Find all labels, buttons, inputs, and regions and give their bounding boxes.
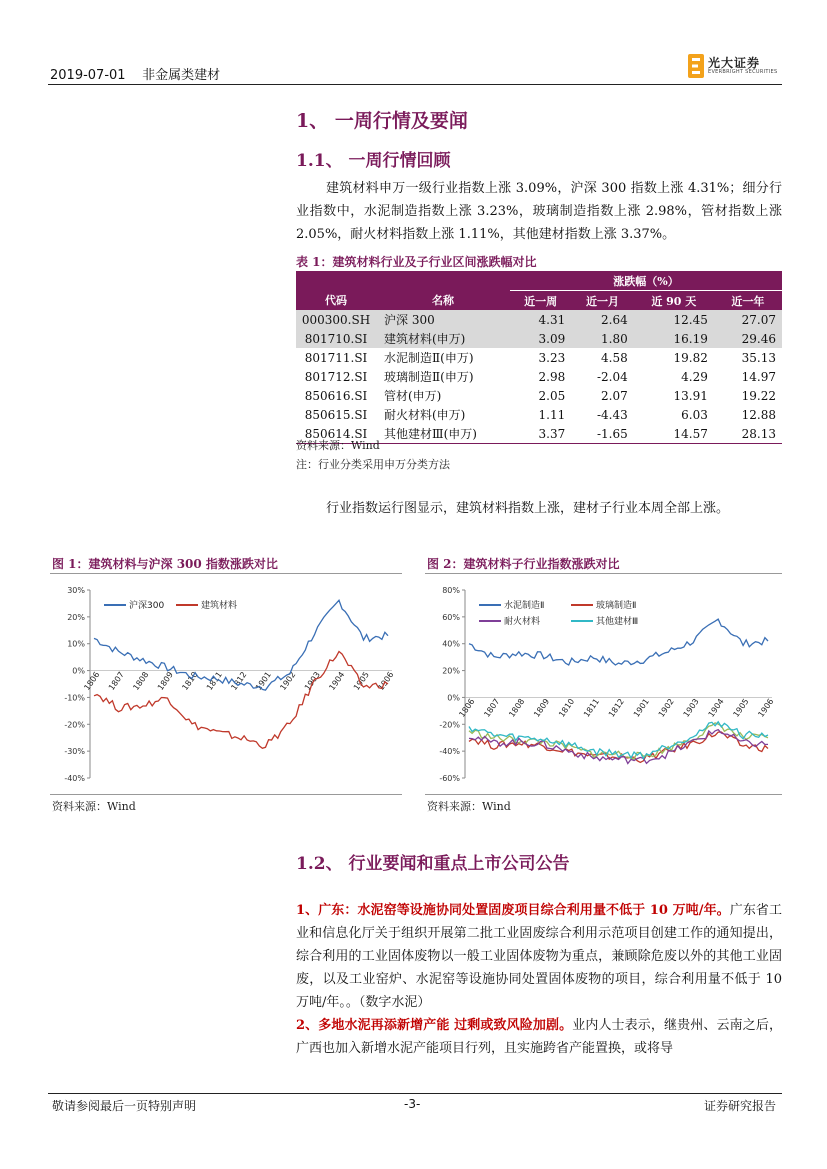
y-tick-label: 10% xyxy=(67,639,85,649)
sector-performance-table xyxy=(296,271,782,444)
legend-label: 沪深300 xyxy=(129,601,165,611)
footer-page-number: -3- xyxy=(404,1097,421,1111)
y-tick-label: -20% xyxy=(439,720,460,730)
fig2-line-chart xyxy=(425,580,782,792)
news-item-2 xyxy=(296,1014,782,1060)
header-date: 2019-07-01 xyxy=(50,68,126,83)
y-tick-label: -10% xyxy=(64,693,85,703)
x-tick-label: 1901 xyxy=(631,697,651,719)
y-tick-label: 80% xyxy=(442,586,460,595)
x-tick-label: 1806 xyxy=(82,670,102,693)
market-review-paragraph: 建筑材料申万一级行业指数上涨 3.09%，沪深 300 指数上涨 4.31%；细分行业指数中，水泥制造指数上涨 3.23%，玻璃制造指数上涨 2.98%，管材指数上涨 2.05%，耐火材料指数上涨 1.11%，其他建材指数上涨 3.37%。 xyxy=(296,181,782,242)
legend-label: 水泥制造Ⅱ xyxy=(504,601,545,611)
table-note: 注：行业分类采用申万分类方法 xyxy=(296,458,450,471)
logo-icon xyxy=(688,54,704,78)
x-tick-label: 1806 xyxy=(457,697,477,719)
table-row: 801710.SI 建筑材料(申万) 3.09 1.80 16.19 29.46 xyxy=(296,329,782,348)
x-tick-label: 1811 xyxy=(204,670,224,693)
table-caption: 表 1：建筑材料行业及子行业区间涨跌幅对比 xyxy=(296,255,537,269)
section-title: 1、 一周行情及要闻 xyxy=(296,110,468,132)
logo-text-en: EVERBRIGHT SECURITIES xyxy=(708,69,778,75)
x-tick-label: 1905 xyxy=(351,670,371,693)
table-row: 850615.SI 耐火材料(申万) 1.11 -4.43 6.03 12.88 xyxy=(304,407,776,422)
fig1-top-rule xyxy=(50,573,402,574)
legend-label: 建筑材料 xyxy=(201,601,238,611)
legend-label: 其他建材Ⅲ xyxy=(596,617,639,627)
x-tick-label: 1810 xyxy=(557,697,577,719)
table-source: 资料来源：Wind xyxy=(296,439,380,452)
y-tick-label: 0% xyxy=(72,666,85,676)
x-tick-label: 1905 xyxy=(731,697,751,719)
y-tick-label: -20% xyxy=(64,720,85,730)
footer-report-type: 证券研究报告 xyxy=(704,1099,777,1113)
table-row: 850614.SI 其他建材Ⅲ(申万) 3.37 -1.65 14.57 28.13 xyxy=(296,424,782,444)
x-tick-label: 1903 xyxy=(302,670,322,693)
y-tick-label: -40% xyxy=(64,774,85,783)
y-tick-label: 20% xyxy=(67,612,85,622)
fig1-caption: 图 1：建筑材料与沪深 300 指数涨跌对比 xyxy=(52,557,278,571)
header-sector: 非金属类建材 xyxy=(142,68,221,83)
news-2-body: 业内人士表示，继贵州、云南之后，广西也加入新增水泥产能项目行列，且实施跨省产能置换，或将导 xyxy=(296,1018,782,1056)
header-divider xyxy=(48,84,782,85)
legend-label: 玻璃制造Ⅱ xyxy=(596,601,637,611)
fig2-caption: 图 2：建筑材料子行业指数涨跌对比 xyxy=(427,557,620,571)
x-tick-label: 1903 xyxy=(681,697,701,719)
x-tick-label: 1809 xyxy=(155,670,175,693)
col-header-year: 近一年 xyxy=(714,291,782,311)
col-header-90d: 近 90 天 xyxy=(634,291,714,311)
logo-text-cn: 光大证券 xyxy=(708,56,761,70)
x-tick-label: 1904 xyxy=(706,697,726,719)
index-trend-paragraph: 行业指数运行图显示，建筑材料指数上涨，建材子行业本周全部上涨。 xyxy=(326,501,730,516)
x-tick-label: 1809 xyxy=(532,697,552,719)
x-tick-label: 1906 xyxy=(756,697,776,719)
x-tick-label: 1807 xyxy=(106,670,126,693)
fig2-source: 资料来源：Wind xyxy=(427,800,511,813)
y-tick-label: -30% xyxy=(64,747,85,757)
y-tick-label: 20% xyxy=(442,666,460,676)
footer-disclaimer: 敬请参阅最后一页特别声明 xyxy=(52,1099,197,1113)
x-tick-label: 1902 xyxy=(278,670,298,693)
y-tick-label: 40% xyxy=(442,639,460,649)
col-header-month: 近一月 xyxy=(571,291,634,311)
y-tick-label: -40% xyxy=(439,747,460,757)
x-tick-label: 1811 xyxy=(582,697,602,719)
col-header-code: 代码 xyxy=(296,291,376,311)
y-tick-label: 60% xyxy=(442,612,460,622)
x-tick-label: 1902 xyxy=(656,697,676,719)
fig1-bottom-rule xyxy=(50,794,402,795)
news-1-body: 广东省工业和信息化厅关于组织开展第二批工业固废综合利用示范项目创建工作的通知提出，综合利用的工业固体废物以一般工业固体废物为重点，兼顾除危废以外的其他工业固废，以及工业窑炉、水泥窑等设施协同处置固体废物的项目，综合利用量不低于 10 万吨/年。。（数字水泥） xyxy=(296,903,782,1010)
x-tick-label: 1808 xyxy=(507,697,527,719)
series-line xyxy=(94,652,388,749)
table-row: 850616.SI 管材(申万) 2.05 2.07 13.91 19.22 xyxy=(304,388,776,403)
x-tick-label: 1901 xyxy=(253,670,273,693)
footer-divider xyxy=(48,1093,782,1094)
x-tick-label: 1807 xyxy=(482,697,502,719)
table-group-header: 涨跌幅（%） xyxy=(510,271,782,291)
news-1-headline: 1、广东：水泥窑等设施协同处置固废项目综合利用量不低于 10 万吨/年。 xyxy=(296,903,730,918)
table-row: 801712.SI 玻璃制造Ⅱ(申万) 2.98 -2.04 4.29 14.97 xyxy=(304,369,776,384)
brand-logo xyxy=(688,52,783,80)
y-tick-label: -60% xyxy=(439,774,460,783)
x-tick-label: 1812 xyxy=(606,697,626,719)
fig1-line-chart xyxy=(50,580,402,792)
news-2-headline: 2、多地水泥再添新增产能 过剩或致风险加剧。 xyxy=(296,1018,573,1033)
fig2-bottom-rule xyxy=(425,794,782,795)
x-tick-label: 1906 xyxy=(376,670,396,693)
x-tick-label: 1812 xyxy=(229,670,249,693)
x-tick-label: 1810 xyxy=(180,670,200,693)
fig2-top-rule xyxy=(425,573,782,574)
subsection-title-1-2: 1.2、 行业要闻和重点上市公司公告 xyxy=(296,854,570,874)
table-row: 801711.SI 水泥制造Ⅱ(申万) 3.23 4.58 19.82 35.13 xyxy=(304,350,776,365)
subsection-title-1-1: 1.1、 一周行情回顾 xyxy=(296,151,451,171)
legend-label: 耐火材料 xyxy=(504,617,541,627)
table-row: 000300.SH 沪深 300 4.31 2.64 12.45 27.07 xyxy=(296,310,782,329)
fig1-source: 资料来源：Wind xyxy=(52,800,136,813)
y-tick-label: 0% xyxy=(447,693,460,703)
col-header-name: 名称 xyxy=(376,291,510,311)
y-tick-label: 30% xyxy=(67,586,85,595)
header-date-sector xyxy=(50,64,220,83)
col-header-week: 近一周 xyxy=(510,291,571,311)
news-item-1 xyxy=(296,899,782,1014)
x-tick-label: 1808 xyxy=(131,670,151,693)
x-tick-label: 1904 xyxy=(327,670,347,693)
